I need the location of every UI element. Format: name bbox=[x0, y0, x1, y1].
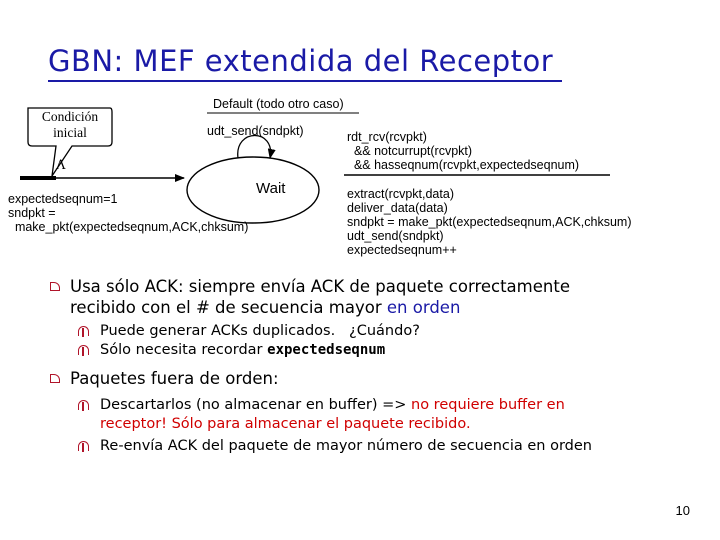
default-event: Default (todo otro caso) bbox=[213, 97, 344, 111]
bullet-text-part: recibido con el # de secuencia mayor bbox=[70, 298, 387, 317]
page-number: 10 bbox=[675, 503, 690, 518]
sub-bullet-question: ¿Cuándo? bbox=[349, 323, 420, 339]
sub-bullet-marker-icon bbox=[78, 400, 89, 410]
sub-bullet-duplicate-acks bbox=[50, 322, 700, 341]
code-expectedseqnum: expectedseqnum bbox=[267, 342, 386, 358]
rcv-event bbox=[347, 130, 579, 172]
sub-bullet-text: Re-envía ACK del paquete de mayor número de secuencia en orden bbox=[100, 438, 592, 454]
initial-action-line: make_pkt(expectedseqnum,ACK,chksum) bbox=[8, 220, 249, 234]
rcv-event-line: && notcurrupt(rcvpkt) bbox=[347, 144, 473, 158]
rcv-action-line: extract(rcvpkt,data) bbox=[347, 187, 454, 201]
bullet-out-of-order bbox=[50, 368, 700, 389]
rcv-action bbox=[347, 187, 632, 257]
sub-bullet-text-part: Descartarlos (no almacenar en buffer) => bbox=[100, 397, 412, 413]
bullet-marker-icon bbox=[50, 282, 60, 291]
slide-title: GBN: MEF extendida del Receptor bbox=[48, 44, 554, 78]
lambda-symbol: Λ bbox=[56, 158, 66, 173]
callout-line-1: Condición bbox=[41, 109, 99, 124]
sub-bullet-resend bbox=[50, 437, 700, 456]
highlight-no-buffer: no requiere buffer en bbox=[411, 397, 565, 413]
rcv-event-line: && hasseqnum(rcvpkt,expectedseqnum) bbox=[347, 158, 580, 172]
rcv-action-line: udt_send(sndpkt) bbox=[347, 229, 444, 243]
sub-bullet-discard bbox=[50, 396, 700, 434]
bullet-list bbox=[50, 276, 700, 456]
rcv-action-line: sndpkt = make_pkt(expectedseqnum,ACK,chksum) bbox=[347, 215, 632, 229]
default-action: udt_send(sndpkt) bbox=[207, 124, 304, 138]
sub-bullet-text bbox=[100, 396, 700, 415]
rcv-action-line: deliver_data(data) bbox=[347, 201, 448, 215]
rcv-event-line: rdt_rcv(rcvpkt) bbox=[347, 130, 427, 144]
sub-bullet-remember bbox=[50, 341, 700, 360]
sub-bullet-marker-icon bbox=[78, 326, 89, 336]
callout-line-2: inicial bbox=[53, 125, 87, 140]
initial-callout-text bbox=[30, 109, 110, 141]
self-loop-arrow bbox=[238, 136, 271, 159]
sub-bullet-marker-icon bbox=[78, 345, 89, 355]
highlight-in-order: en orden bbox=[386, 298, 461, 317]
sub-bullet-text: Puede generar ACKs duplicados. bbox=[100, 323, 336, 339]
bullet-text bbox=[70, 297, 700, 318]
highlight-receiver: receptor! Sólo para almacenar el paquete recibido. bbox=[100, 416, 471, 432]
wait-state-label: Wait bbox=[256, 180, 286, 197]
bullet-marker-icon bbox=[50, 374, 60, 383]
rcv-action-line: expectedseqnum++ bbox=[347, 243, 457, 257]
bullet-ack-only bbox=[50, 276, 700, 318]
initial-action-line: expectedseqnum=1 bbox=[8, 192, 118, 206]
bullet-text: Usa sólo ACK: siempre envía ACK de paquete correctamente bbox=[70, 277, 570, 296]
bullet-text: Paquetes fuera de orden: bbox=[70, 369, 279, 388]
sub-bullet-marker-icon bbox=[78, 441, 89, 451]
initial-action-line: sndpkt = bbox=[8, 206, 56, 220]
initial-action bbox=[8, 192, 248, 234]
sub-bullet-text: Sólo necesita recordar bbox=[100, 342, 268, 358]
